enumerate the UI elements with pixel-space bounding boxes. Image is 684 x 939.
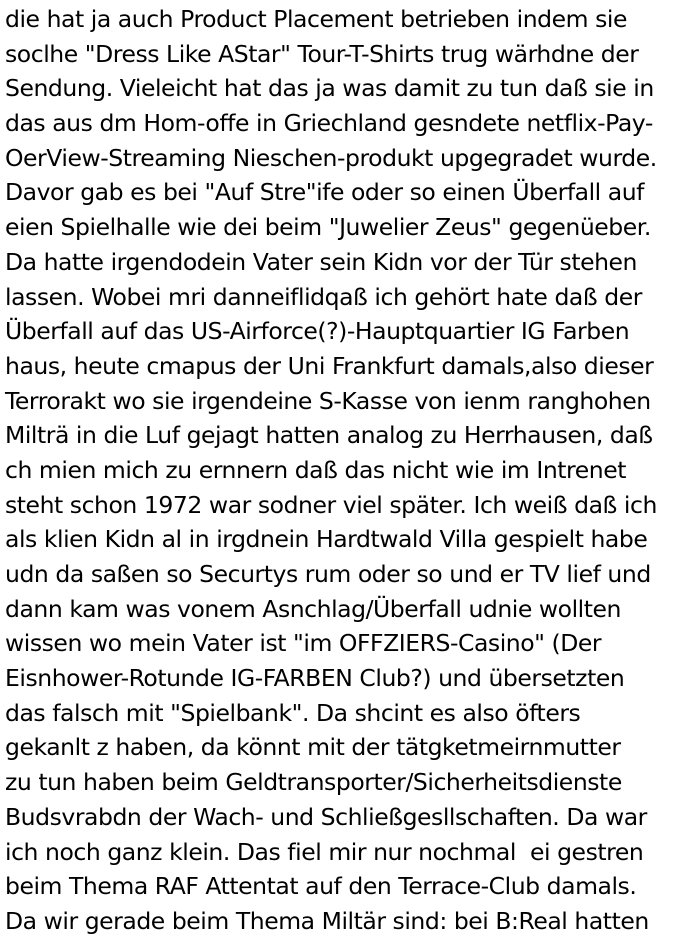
text-line-12: Terrorakt wo sie irgendeine S-Kasse von ienm ranghohen: [5, 386, 651, 415]
text-line-10: Überfall auf das US-Airforce(?)-Hauptquartier IG Farben: [5, 317, 630, 346]
text-line-5: OerView-Streaming Nieschen-produkt upgegradet wurde.: [5, 143, 657, 172]
text-line-19: wissen wo mein Vater ist "im OFFZIERS-Casino" (Der: [5, 629, 602, 658]
text-line-23: zu tun haben beim Geldtransporter/Sicherheitsdienste: [5, 768, 622, 797]
text-line-1: die hat ja auch Product Placement betrieben indem sie: [5, 5, 627, 33]
text-line-27: Da wir gerade beim Thema Miltär sind: bei B:Real hatten: [5, 906, 649, 935]
text-line-20: Eisnhower-Rotunde IG-FARBEN Club?) und übersetzten: [5, 664, 625, 693]
text-body: [5, 2, 684, 939]
text-line-13: Milträ in die Luf gejagt hatten analog zu Herrhausen, daß: [5, 421, 653, 450]
text-line-15: steht schon 1972 war sodner viel später. Ich weiß daß ich: [5, 490, 657, 519]
text-line-21: das falsch mit "Spielbank". Da shcint es also öfters: [5, 698, 581, 727]
text-line-18: dann kam was vonem Asnchlag/Überfall udnie wollten: [5, 594, 621, 623]
text-line-14: ch mien mich zu ernnern daß das nicht wie im Intrenet: [5, 455, 626, 484]
text-line-3: Sendung. Vieleicht hat das ja was damit zu tun daß sie in: [5, 74, 654, 103]
text-line-4: das aus dm Hom-offe in Griechland gesndete netflix-Pay-: [5, 109, 653, 138]
text-line-24: Budsvrabdn der Wach- und Schließgesllschaften. Da war: [5, 802, 647, 831]
text-line-22: gekanlt z haben, da könnt mit der tätgketmeirnmutter: [5, 733, 621, 762]
text-line-11: haus, heute cmapus der Uni Frankfurt damals,also dieser: [5, 351, 654, 380]
text-line-2: soclhe "Dress Like AStar" Tour-T-Shirts trug wärhdne der: [5, 39, 639, 68]
text-line-25: ich noch ganz klein. Das fiel mir nur nochmal ei gestren: [5, 837, 644, 866]
text-line-8: Da hatte irgendodein Vater sein Kidn vor der Tür stehen: [5, 247, 637, 276]
text-line-26: beim Thema RAF Attentat auf den Terrace-Club damals.: [5, 872, 637, 901]
text-line-9: lassen. Wobei mri danneiflidqaß ich gehört hate daß der: [5, 282, 642, 311]
text-line-7: eien Spielhalle wie dei beim "Juwelier Zeus" gegenüeber.: [5, 213, 651, 242]
text-line-17: udn da saßen so Securtys rum oder so und er TV lief und: [5, 560, 651, 588]
text-line-6: Davor gab es bei "Auf Stre"ife oder so einen Überfall auf: [5, 178, 644, 207]
text-line-16: als klien Kidn al in irgdnein Hardtwald Villa gespielt habe: [5, 525, 648, 554]
